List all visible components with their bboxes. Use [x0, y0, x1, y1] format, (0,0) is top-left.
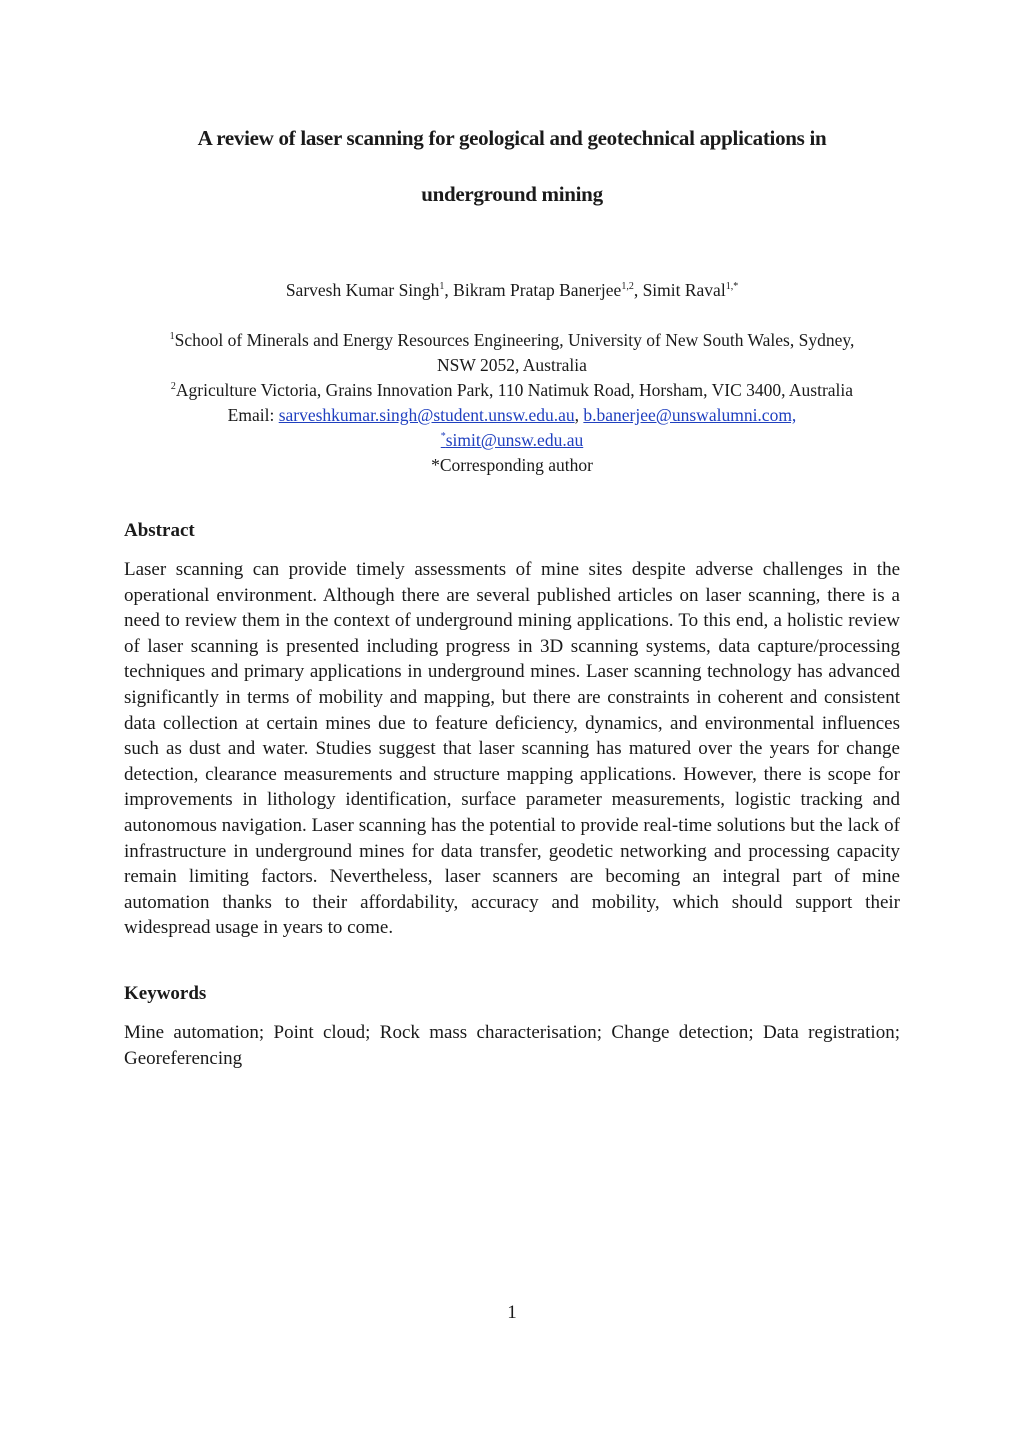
paper-title-line-2: underground mining	[421, 182, 603, 206]
corresponding-mark: *	[440, 431, 446, 442]
author-separator: ,	[444, 280, 454, 300]
author-affiliation-sup: 1,2	[621, 281, 634, 292]
email-line-2	[100, 432, 924, 450]
email-line	[100, 407, 924, 425]
keywords-text: Mine automation; Point cloud; Rock mass characterisation; Change detection; Data registration; Georeferencing	[124, 1022, 900, 1069]
page-number: 1	[507, 1302, 517, 1323]
affiliation-1-text: School of Minerals and Energy Resources Engineering, University of New South Wales, Sydney,	[174, 330, 855, 350]
author-affiliation-sup: 1	[439, 281, 445, 292]
author-separator: ,	[633, 280, 643, 300]
affiliation-2	[100, 382, 924, 400]
author-affiliation-sup: 1,*	[725, 281, 739, 292]
affiliation-1-line-2: NSW 2052, Australia	[437, 355, 587, 375]
abstract-text: Laser scanning can provide timely assessments of mine sites despite adverse challenges in the operational environment. Although there are several published articles on laser scanning, there is a need to review them in the context of underground mining applications. To this end, a holistic review of laser scanning is presented including progress in 3D scanning systems, data capture/processing techniques and primary applications in underground mines. Laser scanning technology has advanced significantly in terms of mobility and mapping, but there are constraints in coherent and consistent data collection at certain mines due to feature deficiency, dynamics, and environmental influences such as dust and water. Studies suggest that laser scanning has matured over the years for change detection, clearance measurements and structure mapping applications. However, there is scope for improvements in lithology identification, surface parameter measurements, logistic tracking and autonomous navigation. Laser scanning has the potential to provide real-time solutions but the lack of infrastructure in underground mines for data transfer, geodetic networking and processing capacity remain limiting factors. Nevertheless, laser scanners are becoming an integral part of mine automation thanks to their affordability, accuracy and mobility, which should support their widespread usage in years to come.	[124, 559, 900, 939]
email-link-singh[interactable]: sarveshkumar.singh@student.unsw.edu.au	[278, 405, 575, 425]
email-link-raval[interactable]	[441, 430, 583, 450]
email-separator: ,	[574, 405, 584, 425]
affiliation-1-line-1	[100, 332, 924, 350]
affiliation-2-text: Agriculture Victoria, Grains Innovation Park, 110 Natimuk Road, Horsham, VIC 3400, Australia	[175, 380, 854, 400]
email-label: Email:	[227, 405, 279, 425]
author-name: Simit Raval	[642, 280, 726, 300]
affiliation-sup: 2	[170, 381, 176, 392]
author-name: Sarvesh Kumar Singh	[285, 280, 440, 300]
affiliation-sup: 1	[169, 331, 175, 342]
paper-title-line-1: A review of laser scanning for geological and geotechnical applications in	[197, 126, 827, 150]
abstract-heading: Abstract	[124, 520, 195, 541]
email-link-banerjee[interactable]: b.banerjee@unswalumni.com,	[583, 405, 797, 425]
keywords-heading: Keywords	[124, 983, 207, 1004]
author-name: Bikram Pratap Banerjee	[453, 280, 622, 300]
author-list	[100, 282, 924, 300]
email-link-raval-text: simit@unsw.edu.au	[445, 430, 584, 450]
corresponding-author-note: *Corresponding author	[431, 455, 593, 475]
